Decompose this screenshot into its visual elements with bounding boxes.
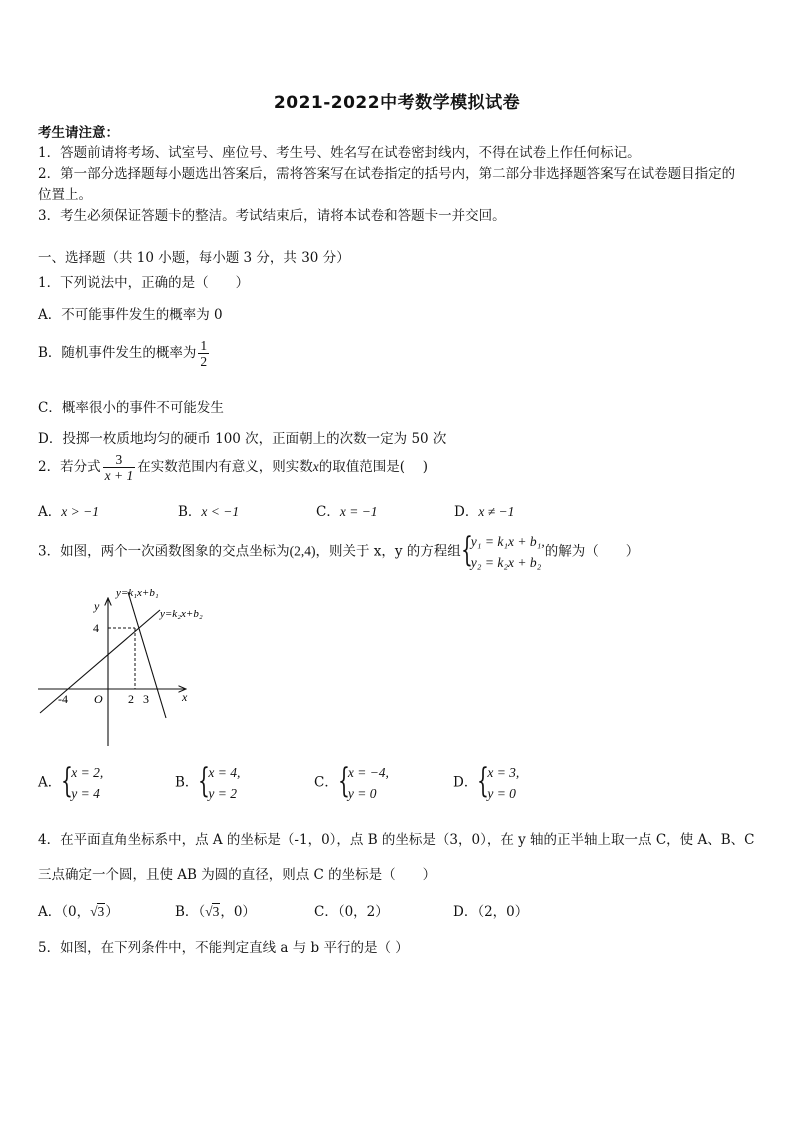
- q3-option-c-line-1: x = −4,: [347, 765, 389, 780]
- sqrt-icon: √: [90, 904, 98, 919]
- q3-option-a-system: [61, 762, 103, 804]
- q3-option-a-line-2: y = 4: [71, 786, 100, 801]
- q2-option-d-math: x ≠ −1: [478, 504, 515, 519]
- q1-option-d: D．投掷一枚质地均匀的硬币 100 次，正面朝上的次数一定为 50 次: [38, 431, 447, 447]
- tick-label-2: 2: [128, 692, 134, 706]
- q3-option-b: [175, 762, 240, 804]
- q2-variable: x: [312, 459, 319, 474]
- q3-option-a-line-1: x = 2,: [71, 765, 104, 780]
- q5-stem: 5．如图，在下列条件中，不能判定直线 a 与 b 平行的是（ ）: [38, 940, 409, 956]
- q4-option-b: [175, 900, 256, 920]
- q1-option-b-text: B．随机事件发生的概率为: [38, 345, 197, 361]
- brace-icon: {: [460, 530, 473, 570]
- q2-fraction-denominator: x + 1: [104, 468, 134, 483]
- q4-option-b-radicand: 3: [212, 904, 220, 919]
- q3-equation-system: [461, 531, 545, 573]
- q2-option-b-math: x < −1: [201, 504, 240, 519]
- exam-title: 2021-2022中考数学模拟试卷: [273, 93, 521, 113]
- notice-item-2-cont: 位置上。: [38, 187, 92, 203]
- line-1-label: y=k₁x+b₁: [116, 587, 159, 599]
- notice-heading: 考生请注意：: [38, 125, 119, 141]
- q4-option-a: [38, 900, 119, 920]
- q2-option-a-math: x > −1: [61, 504, 99, 519]
- q3-option-c-system: [338, 762, 389, 804]
- q3-option-c-label: C．: [314, 774, 338, 791]
- q3-option-d-system: [477, 762, 519, 804]
- q4-option-b-post: ，0）: [220, 904, 256, 920]
- q3-option-c-line-2: y = 0: [347, 786, 377, 801]
- q1-option-b: [38, 338, 211, 369]
- q3-option-d-label: D．: [453, 774, 478, 791]
- q4-option-a-post: ）: [105, 904, 119, 920]
- q3-stem-pre: 3．如图，两个一次函数图象的交点坐标为: [38, 543, 290, 560]
- q3-option-c: [314, 762, 389, 804]
- q1-option-c: C．概率很小的事件不可能发生: [38, 400, 224, 416]
- q3-option-a-label: A．: [38, 774, 62, 791]
- q3-stem-post: 的解为（ ）: [544, 543, 640, 560]
- q2-stem-mid: 在实数范围内有意义，则实数: [137, 459, 313, 475]
- q2-stem: [38, 452, 428, 483]
- q3-stem-mid: ，则关于 x，y 的方程组: [315, 543, 461, 560]
- line-2-label: y=k₂x+b₂: [160, 608, 203, 620]
- q2-option-d: [454, 500, 514, 520]
- tick-label-neg4: -4: [58, 692, 68, 706]
- q3-option-b-line-1: x = 4,: [208, 765, 241, 780]
- q3-equation-1: y₁ = k₁x + b₁,: [470, 534, 545, 549]
- tick-label-4: 4: [93, 621, 99, 635]
- q3-intersection-point: (2,4): [289, 543, 316, 559]
- q2-option-c-label: C．: [316, 504, 340, 520]
- q4-stem-line-1: 4．在平面直角坐标系中，点 A 的坐标是（-1，0），点 B 的坐标是（3，0），在 y 轴的正半轴上取一点 C，使 A、B、C: [38, 832, 755, 848]
- q4-option-a-pre: A．（0，: [38, 904, 91, 920]
- q1-option-b-fraction: [198, 338, 209, 369]
- brace-icon: {: [61, 761, 74, 801]
- brace-icon: {: [477, 761, 490, 801]
- q3-equation-2: y₂ = k₂x + b₂: [470, 555, 542, 570]
- q2-option-c: [316, 500, 378, 520]
- q3-option-b-system: [198, 762, 240, 804]
- brace-icon: {: [198, 761, 211, 801]
- q1-fraction-numerator: 1: [200, 338, 208, 353]
- y-axis-label: y: [94, 599, 100, 613]
- tick-label-3: 3: [143, 692, 149, 706]
- q1-stem: 1．下列说法中，正确的是（ ）: [38, 275, 250, 291]
- q4-stem-line-2: 三点确定一个圆，且使 AB 为圆的直径，则点 C 的坐标是（ ）: [38, 867, 437, 883]
- q4-option-b-pre: B．（: [175, 904, 206, 920]
- q2-option-b: [178, 500, 239, 520]
- q3-option-b-line-2: y = 2: [208, 786, 238, 801]
- q3-option-d-line-1: x = 3,: [487, 765, 520, 780]
- q3-option-a: [38, 762, 103, 804]
- x-axis-label: x: [182, 690, 188, 704]
- q1-fraction-denominator: 2: [200, 354, 208, 369]
- q4-option-a-radicand: 3: [97, 904, 105, 919]
- q3-option-d: [453, 762, 519, 804]
- q3-option-d-line-2: y = 0: [487, 786, 516, 801]
- sqrt-icon: √: [205, 904, 213, 919]
- q2-fraction: [103, 452, 136, 483]
- q3-graph: [34, 582, 224, 752]
- notice-item-3: 3．考生必须保证答题卡的整洁。考试结束后，请将本试卷和答题卡一并交回。: [38, 208, 506, 224]
- brace-icon: {: [337, 761, 350, 801]
- q2-option-a-label: A．: [38, 504, 62, 520]
- q3-option-b-label: B．: [175, 774, 199, 791]
- notice-item-1: 1．答题前请将考场、试室号、座位号、考生号、姓名写在试卷密封线内，不得在试卷上作任何标记。: [38, 145, 641, 161]
- q2-stem-pre: 2．若分式: [38, 459, 101, 475]
- q2-option-b-label: B．: [178, 504, 202, 520]
- notice-item-2: 2．第一部分选择题每小题选出答案后，需将答案写在试卷指定的括号内，第二部分非选择题答案写在试卷题目指定的: [38, 166, 736, 182]
- q4-option-d: D．（2，0）: [453, 904, 529, 920]
- q4-option-c: C．（0，2）: [314, 904, 389, 920]
- q2-option-d-label: D．: [454, 504, 479, 520]
- origin-label: O: [94, 692, 103, 706]
- q2-option-a: [38, 500, 99, 520]
- q2-fraction-numerator: 3: [103, 452, 136, 468]
- section-heading: 一、选择题（共 10 小题，每小题 3 分，共 30 分）: [38, 250, 350, 266]
- q3-stem: [38, 531, 639, 573]
- q2-option-c-math: x = −1: [339, 504, 378, 519]
- q2-stem-post: 的取值范围是( ): [318, 459, 429, 475]
- q1-option-a: A．不可能事件发生的概率为 0: [38, 307, 223, 323]
